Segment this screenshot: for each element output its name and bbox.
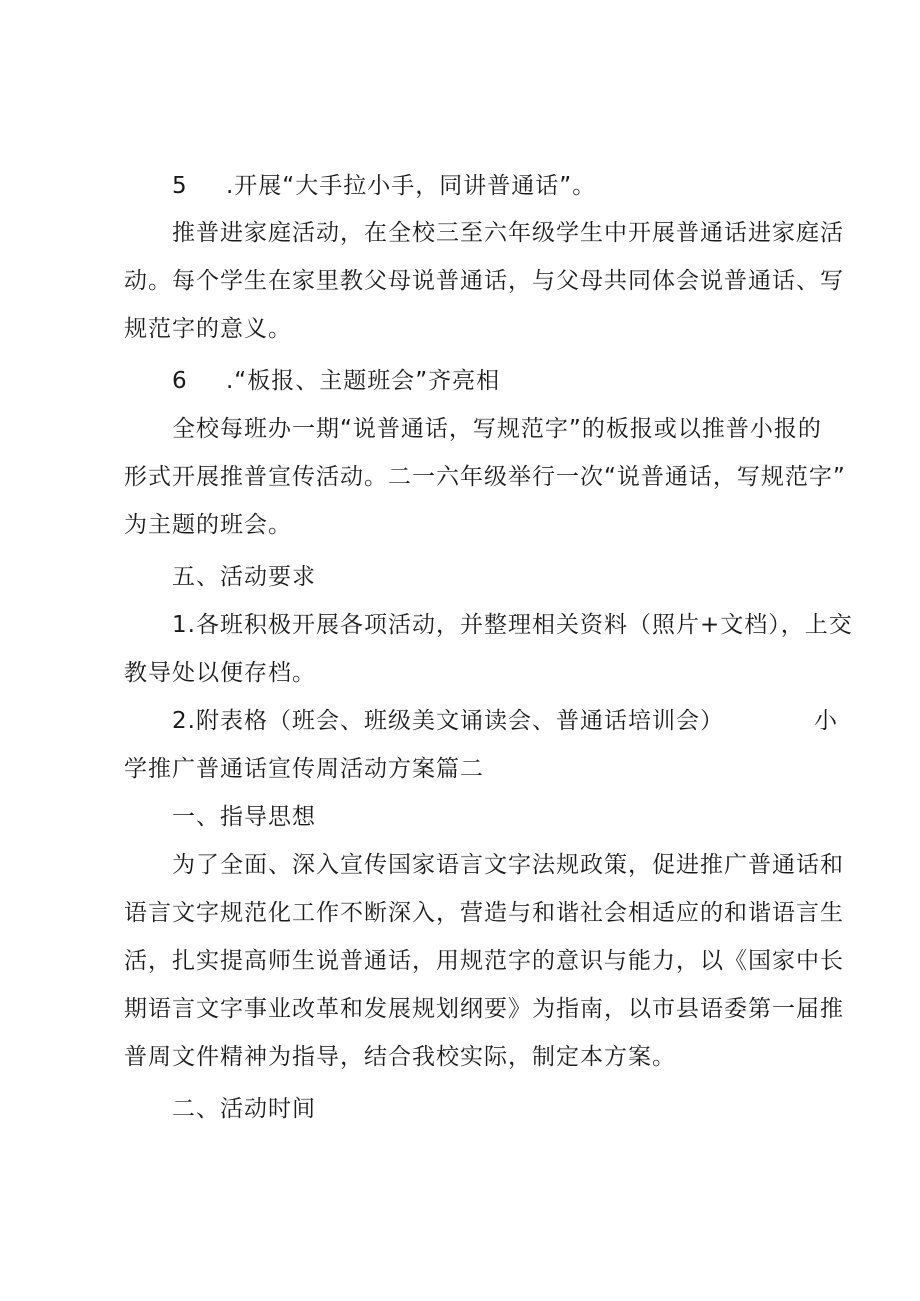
item-6-body-line-2: 形式开展推普宣传活动。二一六年级举行一次“说普通话，写规范字” (124, 464, 846, 490)
section-2-heading: 二、活动时间 (172, 1096, 316, 1122)
section-5-heading: 五、活动要求 (172, 564, 316, 590)
item-6-heading (172, 366, 500, 396)
section-1-heading: 一、指导思想 (172, 804, 316, 830)
requirement-2-line (172, 706, 838, 736)
item-5-heading (172, 171, 596, 201)
item-5-body-line-3: 规范字的意义。 (124, 316, 292, 342)
item-6-number: 6 (172, 368, 188, 394)
item-5-number: 5 (172, 173, 188, 199)
part-two-title: 学推广普通话宣传周活动方案篇二 (124, 756, 484, 782)
item-6-body-line-1: 全校每班办一期“说普通话，写规范字”的板报或以推普小报的 (172, 416, 822, 442)
section-1-body-line-4: 期语言文字事业改革和发展规划纲要》为指南，以市县语委第一届推 (124, 996, 844, 1022)
item-5-body-line-2: 动。每个学生在家里教父母说普通话，与父母共同体会说普通话、写 (124, 268, 844, 294)
requirement-1-line-2: 教导处以便存档。 (124, 660, 316, 686)
item-5-body-line-1: 推普进家庭活动，在全校三至六年级学生中开展普通话进家庭活 (172, 220, 844, 246)
item-6-title: .“板报、主题班会”齐亮相 (226, 368, 501, 394)
requirement-2-text: 2.附表格（班会、班级美文诵读会、普通话培训会） (172, 708, 724, 734)
section-1-body-line-5: 普周文件精神为指导，结合我校实际，制定本方案。 (124, 1044, 676, 1070)
item-5-title: .开展“大手拉小手，同讲普通话”。 (226, 173, 597, 199)
requirement-1-line-1: 1.各班积极开展各项活动，并整理相关资料（照片+文档），上交 (172, 612, 853, 638)
item-6-body-line-3: 为主题的班会。 (124, 512, 292, 538)
requirement-2-tail: 小 (813, 708, 838, 734)
section-1-body-line-3: 活，扎实提高师生说普通话，用规范字的意识与能力，以《国家中长 (124, 948, 844, 974)
section-1-body-line-1: 为了全面、深入宣传国家语言文字法规政策，促进推广普通话和 (172, 852, 844, 878)
section-1-body-line-2: 语言文字规范化工作不断深入，营造与和谐社会相适应的和谐语言生 (124, 900, 844, 926)
